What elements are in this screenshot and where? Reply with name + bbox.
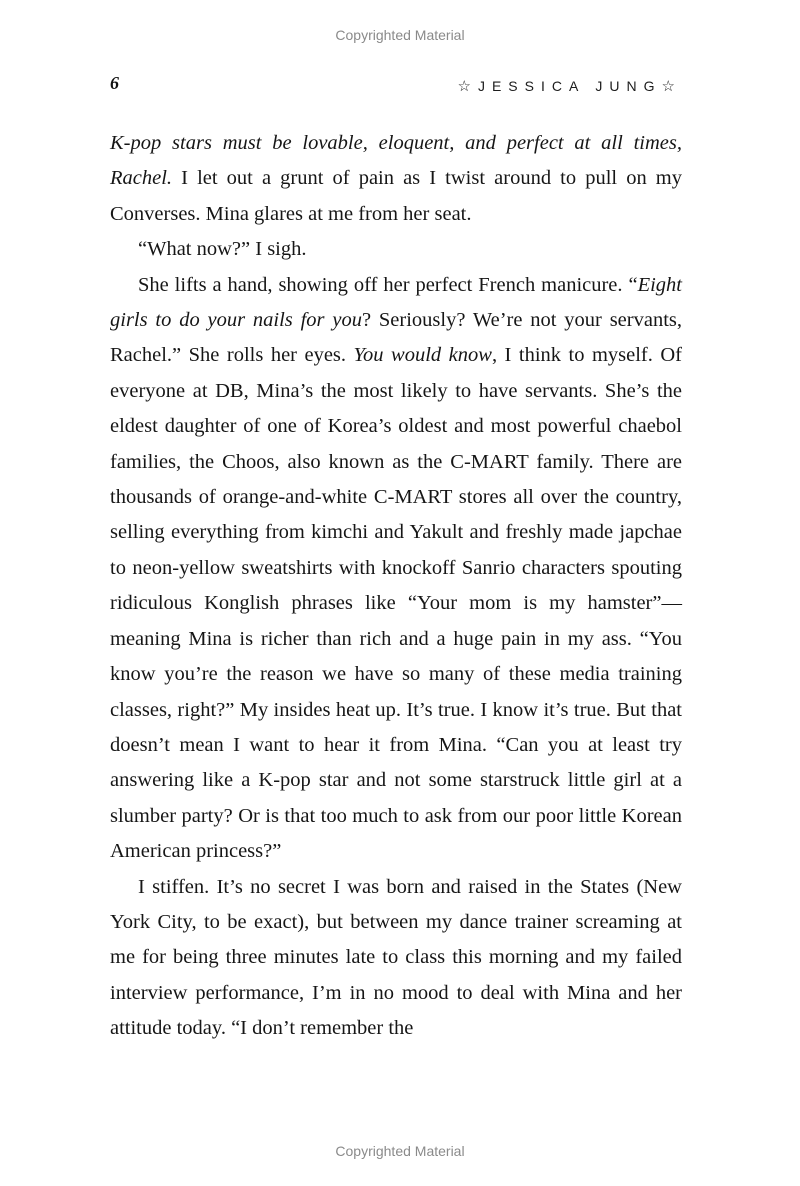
text-run: I let out a grunt of pain as I twist around to pull on my Converses. Mina glares at me from her seat.	[110, 167, 682, 225]
body-text	[110, 126, 682, 1047]
text-run-italic: Eight girls to do your nails for you	[110, 273, 682, 332]
paragraph	[110, 232, 682, 267]
text-run: ? Seriously? We’re not your servants, Rachel.” She rolls her eyes.	[110, 309, 682, 367]
copyright-notice-bottom: Copyrighted Material	[335, 1143, 465, 1159]
star-icon: ☆	[661, 78, 682, 95]
paragraph	[110, 870, 682, 1047]
paragraph	[110, 268, 682, 870]
paragraph	[110, 126, 682, 232]
copyright-notice-top: Copyrighted Material	[335, 27, 465, 43]
text-run: “What now?” I sigh.	[138, 238, 307, 261]
text-run: She lifts a hand, showing off her perfect French manicure. “	[138, 273, 638, 296]
running-head-text: JESSICA JUNG	[477, 78, 662, 94]
text-run-italic: K-pop stars must be lovable, eloquent, and perfect at all times, Rachel.	[110, 132, 682, 190]
text-run-italic: You would know	[353, 344, 492, 367]
text-run: I stiffen. It’s no secret I was born and raised in the States (New York City, to be exact), but between my dance trainer screaming at me for being three minutes late to class this morning and my failed interview performance, I’m in no mood to deal with Mina and her attitude today. “I don’t remember the	[110, 875, 682, 1040]
star-icon: ☆	[457, 78, 478, 95]
running-head	[110, 77, 682, 95]
page-number: 6	[110, 73, 119, 93]
text-run: , I think to myself. Of everyone at DB, Mina’s the most likely to have servants. She’s the eldest daughter of one of Korea’s oldest and most powerful chaebol families, the Choos, also known as the C-MART family. There are thousands of orange-and-white C-MART stores all over the country, selling everything from kimchi and Yakult and freshly made japchae to neon-yellow sweatshirts with knockoff Sanrio characters spouting ridiculous Konglish phrases like “Your mom is my hamster”—meaning Mina is richer than rich and a huge pain in my ass. “You know you’re the reason we have so many of these media training classes, right?” My insides heat up. It’s true. I know it’s true. But that doesn’t mean I want to hear it from Mina. “Can you at least try answering like a K-pop star and not some starstruck little girl at a slumber party? Or is that too much to ask from our poor little Korean American princess?”	[110, 344, 682, 863]
